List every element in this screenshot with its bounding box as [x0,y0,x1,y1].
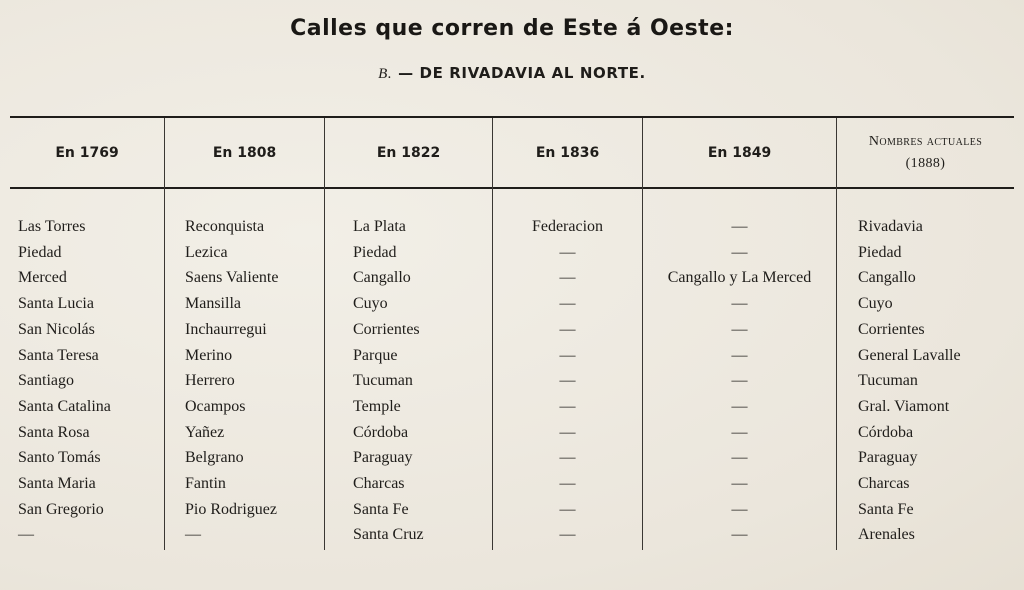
cell-street-1808: Reconquista [185,218,265,235]
section-letter: B. [378,66,393,82]
cell-street-1769: San Gregorio [18,501,104,518]
cell-street-1769: Las Torres [18,218,86,235]
cell-street-1808: Merino [185,347,233,364]
cell-street-actual: Córdoba [858,424,914,441]
cell-street-1849: — [731,475,748,492]
cell-street-1769: Merced [18,269,67,286]
cell-street-1849: — [731,424,748,441]
header-actual-line1: Nombres actuales [868,133,983,149]
cell-street-actual: General Lavalle [858,347,961,364]
header-1769: En 1769 [55,144,119,161]
header-1836: En 1836 [535,144,600,161]
cell-street-actual: Paraguay [858,449,918,466]
cell-street-1808: Pio Rodriguez [185,501,277,518]
cell-street-1836: — [559,295,576,312]
cell-street-1769: Piedad [18,244,62,261]
cell-street-1836: — [559,526,576,543]
cell-street-1822: Charcas [353,475,405,492]
cell-street-1836: — [559,398,576,415]
cell-street-1769: Santa Lucia [18,295,94,312]
cell-street-1822: Santa Fe [353,501,409,518]
cell-street-1822: La Plata [353,218,406,235]
cell-street-1808: Saens Valiente [185,269,279,286]
header-1849: En 1849 [707,144,772,161]
cell-street-1822: Corrientes [353,321,420,338]
cell-street-1808: Mansilla [185,295,241,312]
cell-street-1849: — [731,501,748,518]
cell-street-1769: Santo Tomás [18,449,101,466]
cell-street-1849: — [731,398,748,415]
header-actual-line2: (1888) [905,155,946,171]
section-dash: — [392,64,420,82]
cell-street-1849: — [731,372,748,389]
cell-street-1769: Santiago [18,372,74,389]
cell-street-1849: — [731,321,748,338]
cell-street-1849: — [731,218,748,235]
cell-street-1808: Fantin [185,475,226,492]
cell-street-1822: Temple [353,398,401,415]
page-title: Calles que corren de Este á Oeste: [290,16,734,41]
header-nombres-actuales [837,118,1014,187]
cell-street-1822: Córdoba [353,424,409,441]
cell-street-1769: San Nicolás [18,321,95,338]
cell-street-1769: Santa Teresa [18,347,99,364]
cell-street-1808: Lezica [185,244,228,261]
cell-street-1808: Herrero [185,372,235,389]
cell-street-1836: Federacion [531,218,604,235]
cell-street-actual: Cangallo [858,269,916,286]
cell-street-1808: — [185,526,201,543]
cell-street-1849: Cangallo y La Merced [667,269,812,286]
cell-street-actual: Corrientes [858,321,925,338]
section-heading: DE RIVADAVIA AL NORTE. [419,64,646,82]
cell-street-1849: — [731,295,748,312]
cell-street-1808: Belgrano [185,449,244,466]
cell-street-1836: — [559,321,576,338]
cell-street-actual: Gral. Viamont [858,398,950,415]
cell-street-1836: — [559,244,576,261]
table-header-rule [10,187,1014,189]
cell-street-1808: Inchaurregui [185,321,267,338]
cell-street-1836: — [559,449,576,466]
cell-street-1822: Tucuman [353,372,413,389]
cell-street-1769: Santa Maria [18,475,96,492]
cell-street-1822: Parque [353,347,398,364]
cell-street-actual: Arenales [858,526,915,543]
header-1808: En 1808 [212,144,277,161]
cell-street-1849: — [731,449,748,466]
cell-street-actual: Tucuman [858,372,918,389]
cell-street-1769: Santa Rosa [18,424,90,441]
section-subtitle [0,64,1024,83]
cell-street-1836: — [559,501,576,518]
cell-street-actual: Charcas [858,475,910,492]
cell-street-1822: Paraguay [353,449,413,466]
cell-street-1836: — [559,475,576,492]
cell-street-1808: Ocampos [185,398,246,415]
cell-street-actual: Santa Fe [858,501,914,518]
cell-street-1822: Piedad [353,244,397,261]
cell-street-1836: — [559,372,576,389]
cell-street-1836: — [559,269,576,286]
header-1822: En 1822 [376,144,441,161]
cell-street-1849: — [731,526,748,543]
cell-street-1822: Cuyo [353,295,388,312]
cell-street-1836: — [559,424,576,441]
cell-street-1769: — [18,526,34,543]
cell-street-actual: Rivadavia [858,218,923,235]
cell-street-1849: — [731,347,748,364]
cell-street-actual: Piedad [858,244,902,261]
cell-street-1822: Santa Cruz [353,526,424,543]
cell-street-1808: Yañez [185,424,225,441]
cell-street-1769: Santa Catalina [18,398,111,415]
cell-street-1849: — [731,244,748,261]
cell-street-1836: — [559,347,576,364]
cell-street-1822: Cangallo [353,269,411,286]
cell-street-actual: Cuyo [858,295,893,312]
